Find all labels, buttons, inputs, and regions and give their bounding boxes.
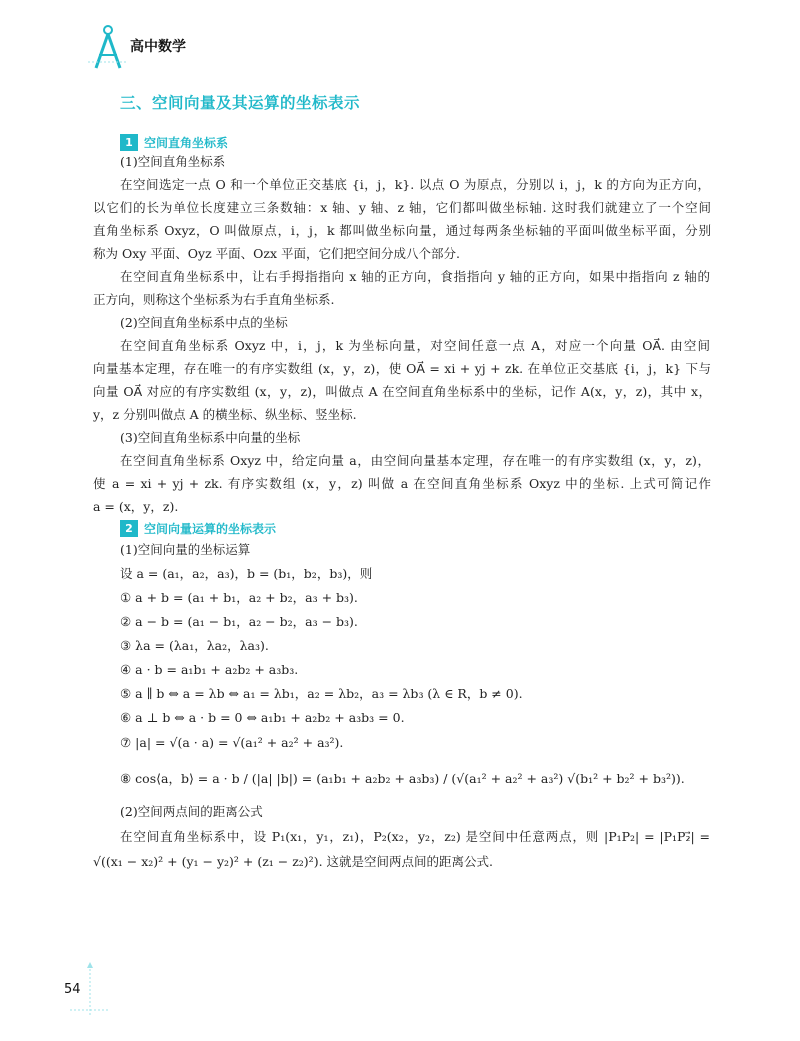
compass-icon — [88, 22, 128, 72]
book-title: 高中数学 — [130, 39, 186, 55]
formula-1: ① a + b = (a₁ + b₁，a₂ + b₂，a₃ + b₃). — [120, 590, 358, 605]
formula-8: ⑧ cos⟨a，b⟩ = a · b / (|a| |b|) = (a₁b₁ + a₂b₂ + a₃b₃) / (√(a₁² + a₂² + a₃²) √(b₁² + b₂² + b₃²)). — [120, 771, 685, 786]
formula-3: ③ λa = (λa₁，λa₂，λa₃). — [120, 638, 269, 653]
text-line: 在空间选定一点 O 和一个单位正交基底 {i，j，k}. 以点 O 为原点，分别以 i，j，k 的方向为正方向， — [120, 177, 710, 192]
text-line: 向量 OA⃗ 对应的有序实数组 (x，y，z)，叫做点 A 在空间直角坐标系中的坐标，记作 A(x，y，z)，其中 x， — [93, 384, 711, 399]
text-line: 正方向，则称这个坐标系为右手直角坐标系. — [93, 292, 335, 307]
text-line: 使 a = xi + yj + zk. 有序实数组 (x，y，z) 叫做 a 在空间直角坐标系 Oxyz 中的坐标. 上式可简记作 — [93, 476, 711, 491]
text-line: 设 a = (a₁，a₂，a₃)，b = (b₁，b₂，b₃)，则 — [120, 566, 373, 581]
formula-5: ⑤ a ∥ b ⇔ a = λb ⇔ a₁ = λb₁，a₂ = λb₂，a₃ = λb₃ (λ ∈ R，b ≠ 0). — [120, 686, 523, 701]
text-line: 在空间直角坐标系 Oxyz 中，给定向量 a，由空间向量基本定理，存在唯一的有序实数组 (x，y，z)， — [120, 453, 710, 468]
formula-4: ④ a · b = a₁b₁ + a₂b₂ + a₃b₃. — [120, 662, 299, 677]
subsection-2-heading — [120, 519, 276, 537]
text-line: 向量基本定理，存在唯一的有序实数组 (x，y，z)，使 OA⃗ = xi + yj + zk. 在单位正交基底 {i，j，k} 下与 — [93, 361, 711, 376]
text-line: 在空间直角坐标系中，让右手拇指指向 x 轴的正方向，食指指向 y 轴的正方向，如果中指指向 z 轴的 — [120, 269, 710, 284]
subsection-title: 空间向量运算的坐标表示 — [144, 521, 277, 536]
section-title: 三、空间向量及其运算的坐标表示 — [120, 94, 361, 112]
subsection-1-heading — [120, 133, 228, 151]
formula-6: ⑥ a ⊥ b ⇔ a · b = 0 ⇔ a₁b₁ + a₂b₂ + a₃b₃ = 0. — [120, 710, 405, 725]
formula-2: ② a − b = (a₁ − b₁，a₂ − b₂，a₃ − b₃). — [120, 614, 358, 629]
subsection-title: 空间直角坐标系 — [144, 135, 229, 150]
text-line: (3)空间直角坐标系中向量的坐标 — [120, 430, 301, 445]
text-line: 直角坐标系 Oxyz，O 叫做原点，i，j，k 都叫做坐标向量，通过每两条坐标轴的平面叫做坐标平面，分别 — [93, 223, 711, 238]
text-line: a = (x，y，z). — [93, 499, 179, 514]
subsection-number: 2 — [120, 520, 138, 537]
text-line: (1)空间向量的坐标运算 — [120, 542, 251, 557]
formula-7: ⑦ |a| = √(a · a) = √(a₁² + a₂² + a₃²). — [120, 735, 344, 750]
text-line: (2)空间两点间的距离公式 — [120, 804, 263, 819]
text-line: (1)空间直角坐标系 — [120, 154, 226, 169]
distance-formula: √((x₁ − x₂)² + (y₁ − y₂)² + (z₁ − z₂)²). 这就是空间两点间的距离公式. — [93, 854, 493, 869]
text-line: 以它们的长为单位长度建立三条数轴：x 轴、y 轴、z 轴，它们都叫做坐标轴. 这时我们就建立了一个空间 — [93, 200, 711, 215]
text-line: (2)空间直角坐标系中点的坐标 — [120, 315, 288, 330]
text-line: 在空间直角坐标系中，设 P₁(x₁，y₁，z₁)，P₂(x₂，y₂，z₂) 是空间中任意两点，则 |P₁P₂| = |P₁P₂⃗| = — [120, 829, 710, 844]
page-number: 54 — [64, 982, 81, 997]
text-line: 称为 Oxy 平面、Oyz 平面、Ozx 平面，它们把空间分成八个部分. — [93, 246, 461, 261]
text-line: 在空间直角坐标系 Oxyz 中，i，j，k 为坐标向量，对空间任意一点 A，对应一个向量 OA⃗. 由空间 — [120, 338, 710, 353]
subsection-number: 1 — [120, 134, 138, 151]
text-line: y，z 分别叫做点 A 的横坐标、纵坐标、竖坐标. — [93, 407, 357, 422]
